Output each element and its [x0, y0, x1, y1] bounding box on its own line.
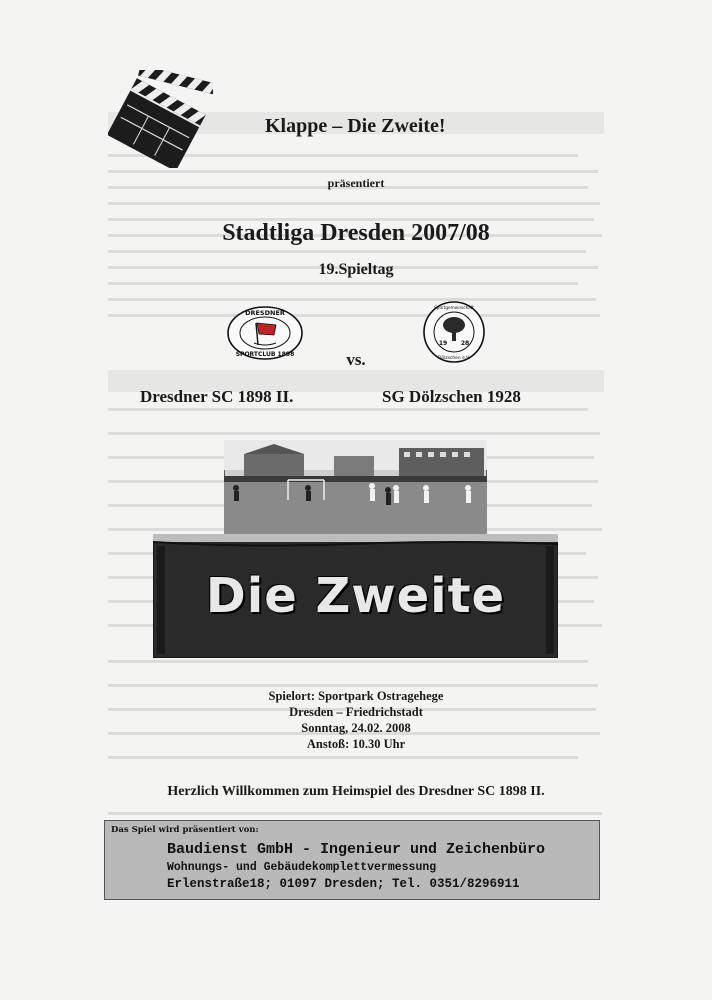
venue-district: Dresden – Friedrichstadt [289, 705, 423, 719]
sponsor-box [104, 820, 600, 900]
sponsor-intro: Das Spiel wird präsentiert von: [111, 825, 259, 835]
clapperboard-image [108, 70, 213, 168]
sponsor-address: Erlenstraße18; 01097 Dresden; Tel. 0351/8296911 [167, 877, 520, 891]
away-logo-year-right: 28 [460, 340, 470, 347]
away-team-name: SG Dölzschen 1928 [382, 387, 521, 406]
sponsor-company: Baudienst GmbH - Ingenieur und Zeichenbüro [167, 841, 546, 858]
home-logo-top-text: DRESDNER [245, 309, 285, 317]
program-title: Klappe – Die Zweite! [265, 115, 446, 137]
match-photo [224, 440, 487, 536]
banner-photo [153, 534, 558, 658]
away-logo-top-text: Sportgemeinschaft [434, 305, 474, 310]
match-date: Sonntag, 24.02. 2008 [301, 721, 411, 735]
venue-place: Spielort: Sportpark Ostragehege [268, 689, 444, 703]
home-team-name: Dresdner SC 1898 II. [140, 387, 294, 406]
versus-label: vs. [346, 350, 366, 369]
matchday-label: 19.Spieltag [318, 261, 394, 278]
home-logo-bottom-text: SPORTCLUB 1898 [235, 351, 295, 358]
venue-info [0, 688, 712, 752]
sponsor-services: Wohnungs- und Gebäudekomplettvermessung [167, 861, 437, 874]
league-title: Stadtliga Dresden 2007/08 [222, 220, 490, 246]
kickoff-time: Anstoß: 10.30 Uhr [306, 737, 406, 751]
away-logo-year-left: 19 [438, 340, 448, 347]
banner-text: Die Zweite [205, 568, 506, 624]
away-logo-bottom-text: Dölzschen e.V. [438, 356, 470, 361]
welcome-message: Herzlich Willkommen zum Heimspiel des Dresdner SC 1898 II. [167, 784, 545, 799]
presents-label: präsentiert [327, 176, 385, 190]
